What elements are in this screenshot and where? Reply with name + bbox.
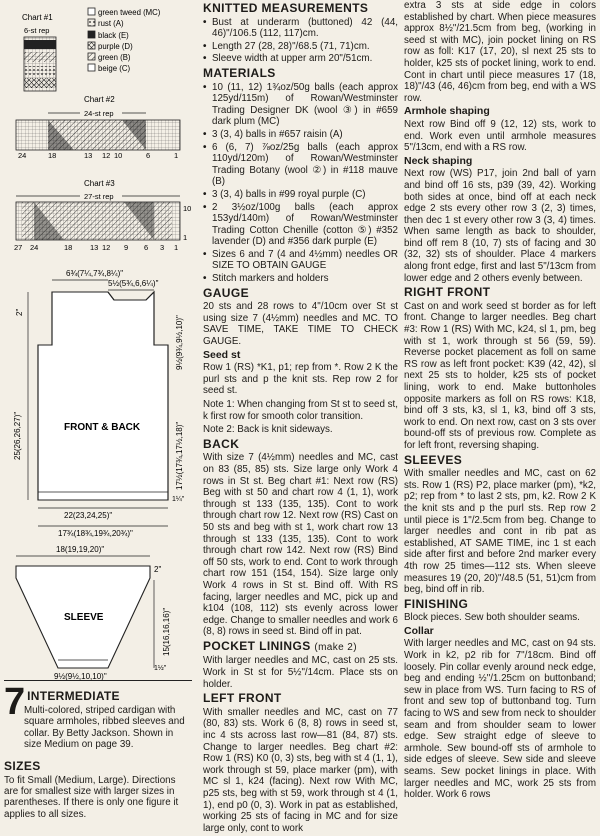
chart3-num: 1 [174,243,179,252]
legend-swatch-purple [88,42,95,49]
chart1-band-black [24,40,56,49]
chart2-num: 1 [174,151,179,160]
body-hem-depth: 1¼" [172,496,185,503]
chart1-band-cross [24,78,56,88]
legend-swatch-green [88,53,95,60]
chart1-band-dots [24,66,56,75]
pocket-heading [203,638,398,654]
chart3-rep: 27-st rep [84,192,114,201]
chart3-num: 9 [124,243,129,252]
material-item: • 2 3½oz/100g balls (each approx 153yd/140m) of Rowan/Westminster Trading Cotton Chenille (cotton ⑤) #352 lavender (D) and #356 dark purple (E) [203,202,398,248]
chart3-num: 27 [14,243,23,252]
body-neck-width: 5½(5¾,6,6¼)" [108,279,159,288]
finishing-heading: FINISHING [404,596,469,611]
right-front-heading: RIGHT FRONT [404,285,491,300]
sleeve-cuff: 1½" [154,665,167,672]
instructions-column-2 [203,0,398,836]
sleeves-text: With smaller needles and MC, cast on 62 sts. Row 1 (RS) P2, place marker (pm), *k2, p2; rep from * to last 2 sts, pm, k2. Row 2 K the knit sts and p the purl sts. Rep row 2 until piece is 1"/2.5cm from beg. Change to larger needles and cont in rib pat as established, AT SAME TIME, inc 1 st each side after first and before 2nd marker every 4th row 25 times—112 sts. When sleeve measures 19 (20, 20)"/48.5 (51, 51)cm from beg, bind off in rib. [404,468,596,596]
front-back-schematic [13,269,185,538]
sleeve-length: 15(16,16,16)" [162,607,171,656]
instructions-column-3 [404,0,596,803]
armhole-text: Next row Bind off 9 (12, 12) sts, work to end. Work even until armhole measures 5"/13cm, end with a RS row. [404,118,596,154]
chart2-num: 24 [18,151,27,160]
chart3-title: Chart #3 [84,179,115,188]
knitted-heading: KNITTED MEASUREMENTS [203,1,369,15]
chart3-num: 3 [160,243,165,252]
left-front-text: With smaller needles and MC, cast on 77 (80, 83) sts. Work 6 (8, 8) rows in seed st, inc 4 sts across last row—81 (84, 87) sts. Change to larger needles. Beg chart #2: Row 1 (RS) K0 (0, 3) sts, beg with st 4 (1, 1), work through st 59, place marker (pm), with MC sl 1, k24 (facing). Next row With MC, p25 sts, beg with st 59, work through st 4 (1, 1), end p0 (0, 3). Work in pat as established, working 25 sts of facing in MC and for size large only, cont to work [203,706,398,834]
left-front-heading: LEFT FRONT [203,691,282,706]
pattern-number: 7 [4,681,26,723]
gauge-text: 20 sts and 28 rows to 4"/10cm over St st using size 7 (4½mm) needles and MC. TO SAVE TIME, TAKE TIME TO CHECK GAUGE. [203,301,398,348]
chart2-rep: 24-st rep [84,109,114,118]
neck-heading: Neck shaping [404,154,473,167]
material-item: • 10 (11, 12) 1¾oz/50g balls (each approx 125yd/115m) of Rowan/Westminster Trading Designer DK (wool ③) in #659 dark plum (MC) [203,82,398,128]
legend-label: green (B) [98,53,131,62]
neck-text: Next row (WS) P17, join 2nd ball of yarn and bind off 16 sts, p39 (39, 42). Working both sides at once, bind off at each neck edge 2 sts every other row 3 (2, 3) times, then dec 1 st every other row 3 (3, 4) times. When same length as back to shoulder, bind off rem 8 (10, 7) sts of facing and 30 (32, 32) sts of shoulder. Place 4 markers along front edge, first and last 5"/13cm from lower edge and 2 others evenly between. [404,168,596,284]
skill-level: INTERMEDIATE [27,689,120,703]
pattern-blurb: Multi-colored, striped cardigan with square armholes, ribbed sleeves and collar. By Betty Jackson. Shown in size Medium on page 39. [24,705,185,751]
body-armhole: 9½(9¾,9½,10)" [175,315,184,370]
charts-column [4,0,192,820]
sleeve-label: SLEEVE [64,612,104,623]
chart3-num: 13 [90,243,99,252]
seed-st-text: Row 1 (RS) *K1, p1; rep from *. Row 2 K the purl sts and p the knit sts. Rep row 2 for seed st. [203,362,398,397]
chart2-num: 18 [48,151,57,160]
legend-swatch-black [88,31,95,38]
materials-heading: MATERIALS [203,65,276,80]
knitted-item: • Sleeve width at upper arm 20"/51cm. [203,53,398,65]
seed-st-heading: Seed st [203,348,241,361]
body-shape [38,292,168,500]
sleeve-top-width: 18(19,19,20)" [56,545,105,554]
collar-text: With larger needles and MC, cast on 94 sts. Work in k2, p2 rib for 7"/18cm. Bind off loosely. Pin collar evenly around neck edge, beg and ending ½"/1.25cm on buttonband; sew in place from WS. Turn facing to RS of front and sew top of buttonband tog. Turn facing to WS and sew from neck to shoulder seam and from shoulder seam to lower edge. Sew straight edge of sleeve to armhole. Sew bound-off sts of armhole to side edges of sleeve. Sew side and sleeve seams. Sew pocket linings in place. With larger needles and MC, work 25 sts from holder. Work 6 rows [404,638,596,801]
body-hem-width: 22(23,24,25)" [64,511,113,520]
legend-swatch-green-tweed [88,8,95,15]
chart-legend [88,8,161,73]
material-item: • 3 (3, 4) balls in #657 raisin (A) [203,129,398,141]
legend-label: beige (C) [98,64,131,73]
chart2-num: 6 [146,151,151,160]
body-bottom-total: 17¾(18¾,19¾,20¾)" [58,529,133,538]
chart1-band-hatch [24,52,56,62]
pocket-sub: (make 2) [314,641,357,653]
legend-swatch-rust [88,19,95,26]
body-label: FRONT & BACK [64,422,141,433]
chart3-row-num: 1 [183,233,188,242]
material-item: • 6 (6, 7) ⅞oz/25g balls (each approx 110yd/120m) of Rowan/Westminster Trading Botany (wool ②) in #118 mauve (B) [203,142,398,188]
chart2-num: 10 [114,151,123,160]
legend-label: purple (D) [98,42,133,51]
chart2-num: 13 [84,151,93,160]
chart3-num: 18 [64,243,73,252]
gauge-heading: GAUGE [203,285,250,300]
chart3-row-num: 10 [183,204,192,213]
pocket-text: With larger needles and MC, cast on 25 sts. Work in St st for 5½"/14cm. Place sts on holder. [203,655,398,690]
back-heading: BACK [203,436,240,451]
legend-label: black (E) [98,31,129,40]
knitted-item: • Bust at underarm (buttoned) 42 (44, 46)"/106.5 (112, 117)cm. [203,17,398,40]
right-front-text: Cast on and work seed st border as for left front. Change to larger needles. Beg chart #3: Row 1 (RS) With MC, k24, sl 1, pm, beg with st 1, work through st 56 (59, 59). Reverse pocket placement as foll on same RS row as left front pocket: K39 (42, 42), sl next 25 sts to holder, k25 sts of pocket lining, work to end. Make buttonholes opposite markers as foll on RS rows: K18, bind off 3 sts, k3, sl 1, k3, bind off 3 sts, work to end. On next row, cast on 3 sts over bound-off sts of previous row. Complete as for left front, reversing shaping. [404,300,596,451]
note-2: Note 2: Back is knit sideways. [203,424,333,436]
material-item: • Stitch markers and holders [203,273,398,285]
note-1: Note 1: When changing from St st to seed st, k first row for smooth color transition. [203,399,398,422]
knitted-item: • Length 27 (28, 28)"/68.5 (71, 71)cm. [203,41,398,53]
chart2-title: Chart #2 [84,95,115,104]
charts-svg [4,0,192,605]
legend-swatch-beige [88,64,95,71]
body-shoulder-depth: 2" [15,308,24,316]
chart3-num: 12 [102,243,111,252]
sleeve-cap: 2" [154,565,162,574]
intro-block [4,680,192,820]
pocket-heading-text: POCKET LININGS [203,638,311,653]
chart1-title: Chart #1 [22,13,53,22]
sleeve-bottom-width: 9½(9½,10,10)" [54,672,107,680]
sizes-text: To fit Small (Medium, Large). Directions are for smallest size with larger sizes in parentheses. If there is only one figure it applies to all sizes. [4,774,179,820]
legend-label: rust (A) [98,19,124,28]
body-side: 17½(17¾,17½,18)" [175,421,184,490]
knitted-list [203,17,398,65]
body-top-width: 6¾(7¼,7¾,8¼)" [66,269,124,278]
material-item: • Sizes 6 and 7 (4 and 4½mm) needles OR SIZE TO OBTAIN GAUGE [203,249,398,272]
legend-label: green tweed (MC) [98,8,161,17]
chart3-num: 6 [144,243,149,252]
materials-list [203,82,398,285]
chart2-num: 12 [102,151,111,160]
collar-heading: Collar [404,624,434,637]
chart3-num: 24 [30,243,39,252]
material-item: • 3 (3, 4) balls in #99 royal purple (C) [203,189,398,201]
finishing-text: Block pieces. Sew both shoulder seams. [404,612,580,624]
body-length: 25(26,26,27)" [13,411,22,460]
armhole-heading: Armhole shaping [404,105,490,118]
left-front-continued: extra 3 sts at side edge in colors established by chart. When piece measures approx 8½"/21.5cm from beg, (working in seed st with MC), join pocket lining on RS row as foll: K17 (17, 20), sl next 25 sts to holder, k25 sts of pocket lining, work to end. Cont in chart until piece measures 17 (18, 18)"/43 (46, 46)cm from beg, end with a WS row. [404,0,596,104]
sleeve-svg [4,560,192,680]
sizes-heading: SIZES [4,758,41,773]
sleeves-heading: SLEEVES [404,452,463,467]
chart1-rep: 6-st rep [24,26,50,35]
back-text: With size 7 (4½mm) needles and MC, cast on 83 (85, 85) sts. Size large only Work 4 rows in St st. Beg chart #1: Next row (RS) Beg with st 50 and chart row 4 (1, 1), work through st 133 (135, 135). Cont to work through chart row 12. Next row (RS) Cast on 50 sts and beg with st 1, work chart row 13 through st 133 (135, 135). Cont to work through chart row 142. Next row (RS) Bind off 50 sts, work to end. Cont to work through chart row 151 (154, 154). Size large only Work 4 rows in St st. Bind off. With RS facing, larger needles and MC, pick up and k104 (108, 112) sts evenly across lower edge. Change to smaller needles and work 6 (8, 8) rows in seed st. Bind off in pat. [203,452,398,638]
